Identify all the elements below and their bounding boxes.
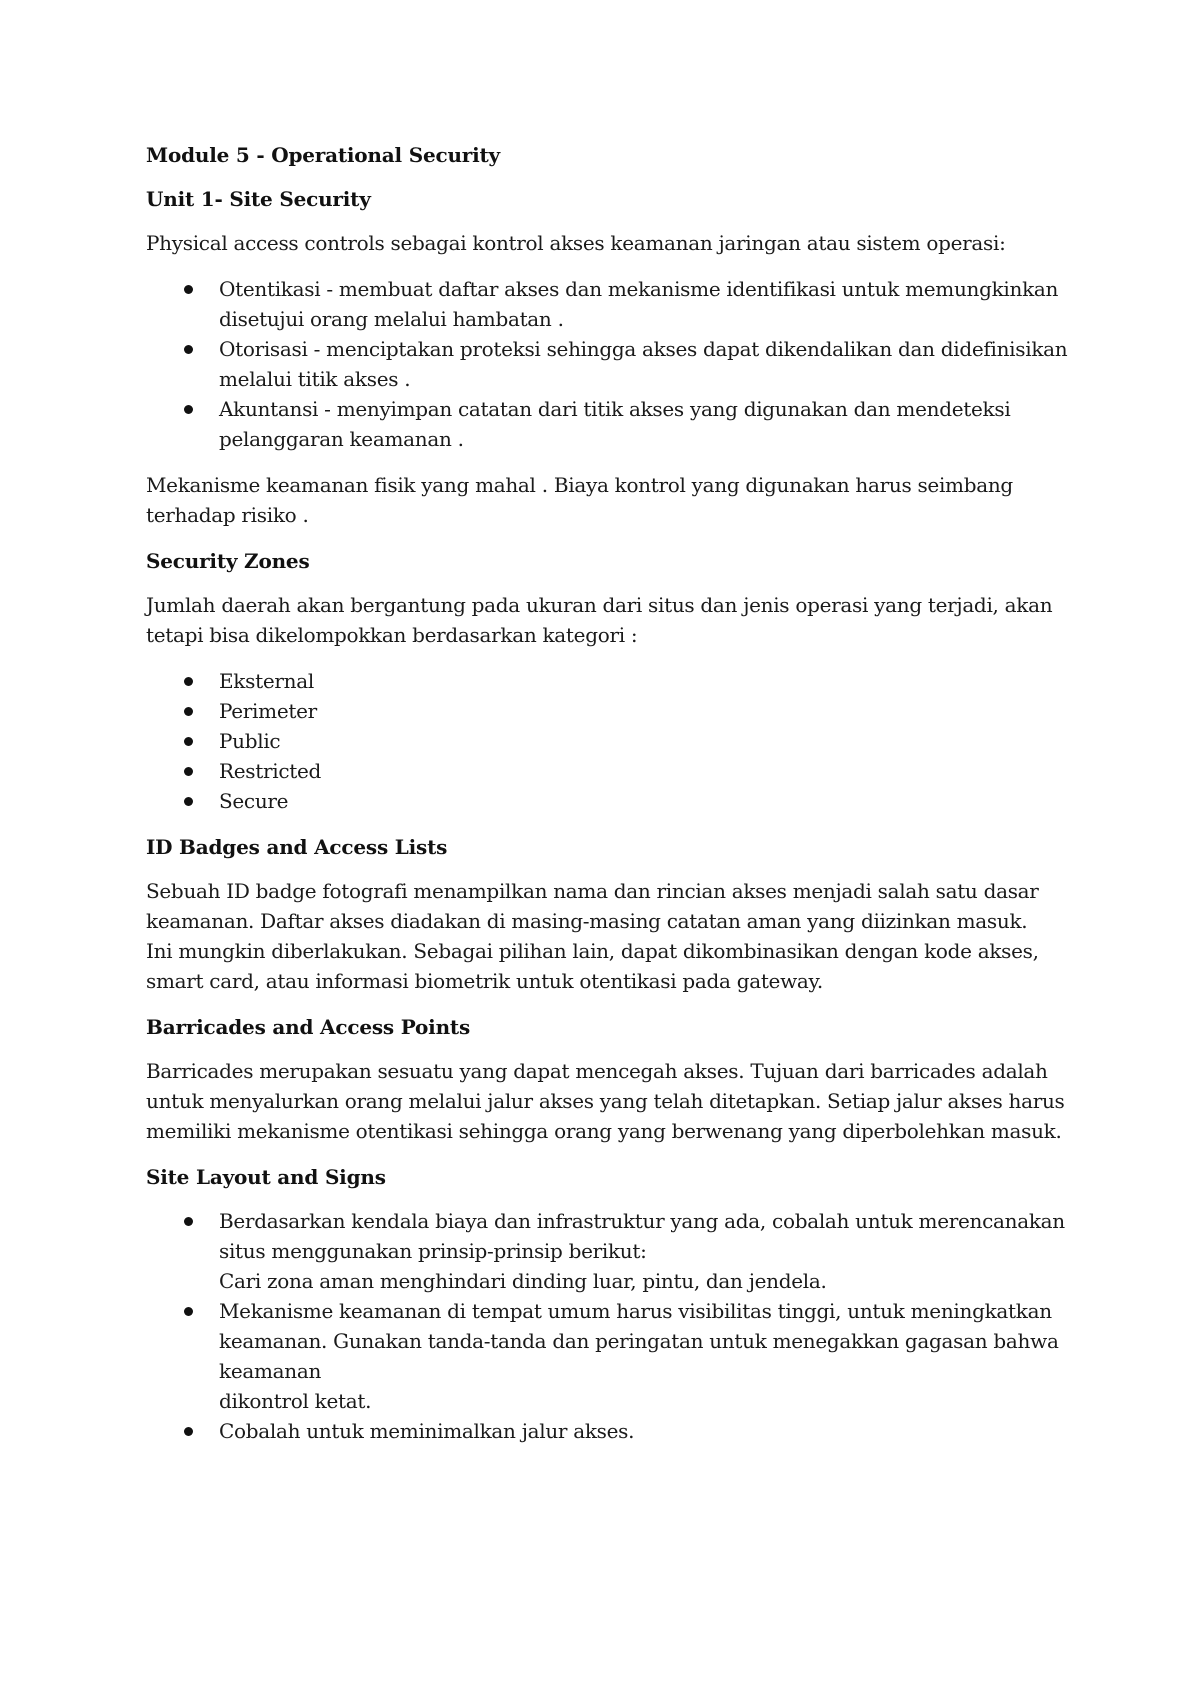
list-item bbox=[146, 726, 1076, 756]
badges-paragraph-2: Ini mungkin diberlakukan. Sebagai pilihan lain, dapat dikombinasikan dengan kode akses, smart card, atau informasi biometrik untuk otentikasi pada gateway. bbox=[146, 939, 1039, 993]
zones-list bbox=[146, 666, 1076, 816]
zones-intro: Jumlah daerah akan bergantung pada ukuran dari situs dan jenis operasi yang terjadi, akan tetapi bisa dikelompokkan berdasarkan kategori : bbox=[146, 593, 1053, 647]
barricades-heading: Barricades and Access Points bbox=[146, 1015, 471, 1039]
bullet-icon bbox=[184, 797, 193, 806]
list-item bbox=[146, 274, 1076, 334]
barricades-paragraph: Barricades merupakan sesuatu yang dapat mencegah akses. Tujuan dari barricades adalah untuk menyalurkan orang melalui jalur akses yang telah ditetapkan. Setiap jalur akses harus memiliki mekanisme otentikasi sehingga orang yang berwenang yang diperbolehkan masuk. bbox=[146, 1059, 1065, 1143]
security-zones-heading: Security Zones bbox=[146, 549, 310, 573]
list-item bbox=[146, 1296, 1076, 1416]
bullet-icon bbox=[184, 1307, 193, 1316]
list-item bbox=[146, 1416, 1076, 1446]
bullet-icon bbox=[184, 677, 193, 686]
list-item bbox=[146, 756, 1076, 786]
list-item bbox=[146, 786, 1076, 816]
list-item bbox=[146, 696, 1076, 726]
list-item bbox=[146, 1206, 1076, 1296]
bullet-icon bbox=[184, 405, 193, 414]
cost-paragraph: Mekanisme keamanan fisik yang mahal . Biaya kontrol yang digunakan harus seimbang terhadap risiko . bbox=[146, 473, 1013, 527]
bullet-icon bbox=[184, 767, 193, 776]
bullet-icon bbox=[184, 345, 193, 354]
list-item-text: Akuntansi - menyimpan catatan dari titik akses yang digunakan dan mendeteksi pelanggaran keamanan . bbox=[219, 397, 1011, 451]
list-item-text: dikontrol ketat. bbox=[219, 1389, 372, 1413]
bullet-icon bbox=[184, 1427, 193, 1436]
site-layout-heading: Site Layout and Signs bbox=[146, 1165, 386, 1189]
list-item bbox=[146, 334, 1076, 394]
list-item-text: Restricted bbox=[219, 759, 322, 783]
list-item-text: Perimeter bbox=[219, 699, 317, 723]
list-item-text: Otentikasi - membuat daftar akses dan mekanisme identifikasi untuk memungkinkan disetujui orang melalui hambatan . bbox=[219, 277, 1059, 331]
badges-paragraph-1: Sebuah ID badge fotografi menampilkan nama dan rincian akses menjadi salah satu dasar keamanan. Daftar akses diadakan di masing-masing catatan aman yang diizinkan masuk. bbox=[146, 879, 1039, 933]
list-item-text: Otorisasi - menciptakan proteksi sehingga akses dapat dikendalikan dan didefinisikan melalui titik akses . bbox=[219, 337, 1068, 391]
bullet-icon bbox=[184, 1217, 193, 1226]
document-title: Module 5 - Operational Security bbox=[146, 143, 500, 167]
list-item-text: Cobalah untuk meminimalkan jalur akses. bbox=[219, 1419, 635, 1443]
bullet-icon bbox=[184, 737, 193, 746]
list-item bbox=[146, 666, 1076, 696]
list-item-text: Eksternal bbox=[219, 669, 314, 693]
list-item-text: Berdasarkan kendala biaya dan infrastruktur yang ada, cobalah untuk merencanakan situs menggunakan prinsip-prinsip berikut: bbox=[219, 1209, 1065, 1263]
bullet-icon bbox=[184, 285, 193, 294]
access-control-list bbox=[146, 274, 1076, 454]
id-badges-heading: ID Badges and Access Lists bbox=[146, 835, 448, 859]
list-item-text: Mekanisme keamanan di tempat umum harus visibilitas tinggi, untuk meningkatkan keamanan. Gunakan tanda-tanda dan peringatan untuk menegakkan gagasan bahwa keamanan bbox=[219, 1299, 1059, 1383]
list-item-text: Cari zona aman menghindari dinding luar, pintu, dan jendela. bbox=[219, 1269, 827, 1293]
unit-heading: Unit 1- Site Security bbox=[146, 187, 371, 211]
intro-paragraph: Physical access controls sebagai kontrol akses keamanan jaringan atau sistem operasi: bbox=[146, 231, 1006, 255]
list-item-text: Secure bbox=[219, 789, 289, 813]
bullet-icon bbox=[184, 707, 193, 716]
list-item-text: Public bbox=[219, 729, 281, 753]
list-item bbox=[146, 394, 1076, 454]
document-page bbox=[146, 140, 1076, 1462]
site-layout-list bbox=[146, 1206, 1076, 1446]
